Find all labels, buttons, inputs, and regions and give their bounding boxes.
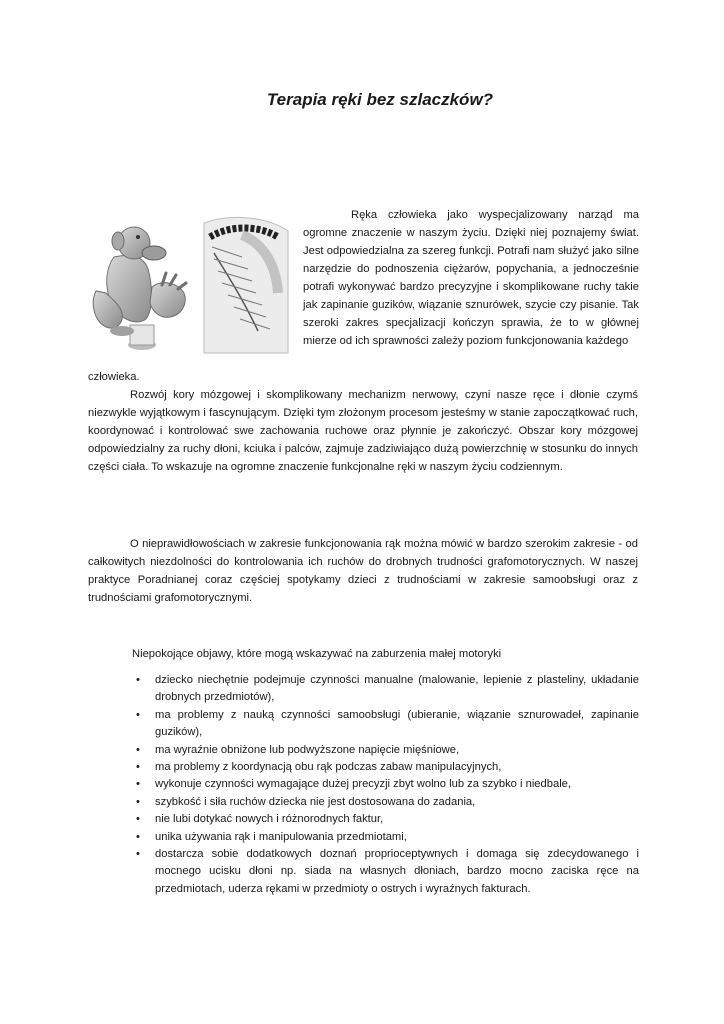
bullet-icon: • bbox=[136, 674, 140, 686]
paragraph-abnormalities: O nieprawidłowościach w zakresie funkcjonowania rąk można mówić w bardzo szerokim zakresie - od całkowitych niezdolności do kontrolowania ich ruchów do drobnych trudności grafomotorycznych. W naszej praktyce Poradnianej coraz częściej spotykamy dzieci z trudnościami w zakresie samoobsługi oraz z trudnościami grafomotorycznymi. bbox=[88, 538, 638, 604]
intro-paragraph-end: człowieka. bbox=[88, 371, 140, 383]
intro-paragraph: Ręka człowieka jako wyspecjalizowany narząd ma ogromne znaczenie w naszym życiu. Dzięki niej poznajemy świat. Jest odpowiedzialna za szereg funkcji. Potrafi nam służyć jako silne narzędzie do podnoszenia ciężarów, popychania, a jednocześnie potrafi wykonywać bardzo precyzyjne i skomplikowane ruchy takie jak zapinanie guzików, wiązanie sznurówek, szycie czy pisanie. Tak szeroki zakres specjalizacji kończyn sprawia, że to w głównej mierze od ich sprawności zależy poziom funkcjonowania każdego bbox=[303, 209, 639, 347]
page-title: Terapia ręki bez szlaczków? bbox=[266, 90, 494, 109]
homunculus-figure bbox=[92, 213, 292, 358]
list-item: • ma problemy z nauką czynności samoobsługi (ubieranie, wiązanie sznurowadeł, zapinanie guzików), bbox=[136, 708, 639, 739]
bullet-icon: • bbox=[136, 778, 140, 791]
list-item: • unika używania rąk i manipulowania przedmiotami, bbox=[132, 829, 639, 846]
bullet-icon: • bbox=[136, 795, 140, 808]
symptoms-list bbox=[132, 672, 639, 898]
sensory-homunculus-illustration bbox=[92, 213, 292, 358]
bullet-icon: • bbox=[136, 813, 140, 826]
bullet-icon: • bbox=[136, 743, 140, 756]
list-item: • ma problemy z koordynacją obu rąk podczas zabaw manipulacyjnych, bbox=[132, 759, 639, 776]
list-item: • ma wyraźnie obniżone lub podwyższone napięcie mięśniowe, bbox=[132, 742, 639, 759]
list-item: • szybkość i siła ruchów dziecka nie jest dostosowana do zadania, bbox=[132, 794, 639, 811]
symptoms-heading: Niepokojące objawy, które mogą wskazywać na zaburzenia małej motoryki bbox=[132, 648, 502, 660]
bullet-icon: • bbox=[136, 761, 140, 774]
paragraph-cortex: Rozwój kory mózgowej i skomplikowany mechanizm nerwowy, czyni nasze ręce i dłonie czymś niezwykle wyjątkowym i fascynującym. Dzięki tym złożonym procesom jesteśmy w stanie zapoczątkować ruch, koordynować i kontrolować swe zachowania ruchowe oraz płynnie je zakończyć. Obszar kory mózgowej odpowiedzialny za ruchy dłoni, kciuka i palców, zajmuje zadziwiająco dużą powierzchnię w stosunku do innych części ciała. To wskazuje na ogromne znaczenie funkcjonalne ręki w naszym życiu codziennym. bbox=[88, 389, 638, 473]
bullet-icon: • bbox=[136, 830, 140, 843]
bullet-icon: • bbox=[136, 848, 140, 861]
list-item: • wykonuje czynności wymagające dużej precyzji zbyt wolno lub za szybko i niedbale, bbox=[132, 776, 639, 793]
bullet-icon: • bbox=[136, 708, 140, 721]
list-item: • nie lubi dotykać nowych i różnorodnych faktur, bbox=[132, 811, 639, 828]
list-item: • dziecko niechętnie podejmuje czynności manualne (malowanie, lepienie z plasteliny, układanie drobnych przedmiotów), bbox=[136, 674, 639, 704]
list-item: • dostarcza sobie dodatkowych doznań proprioceptywnych i domaga się zdecydowanego i mocnego ucisku dłoni np. siada na własnych dłoniach, bardzo mocno zaciska ręce na przedmiotach, uderza rękami w przedmioty o ostrych i wyraźnych fakturach. bbox=[136, 848, 639, 895]
